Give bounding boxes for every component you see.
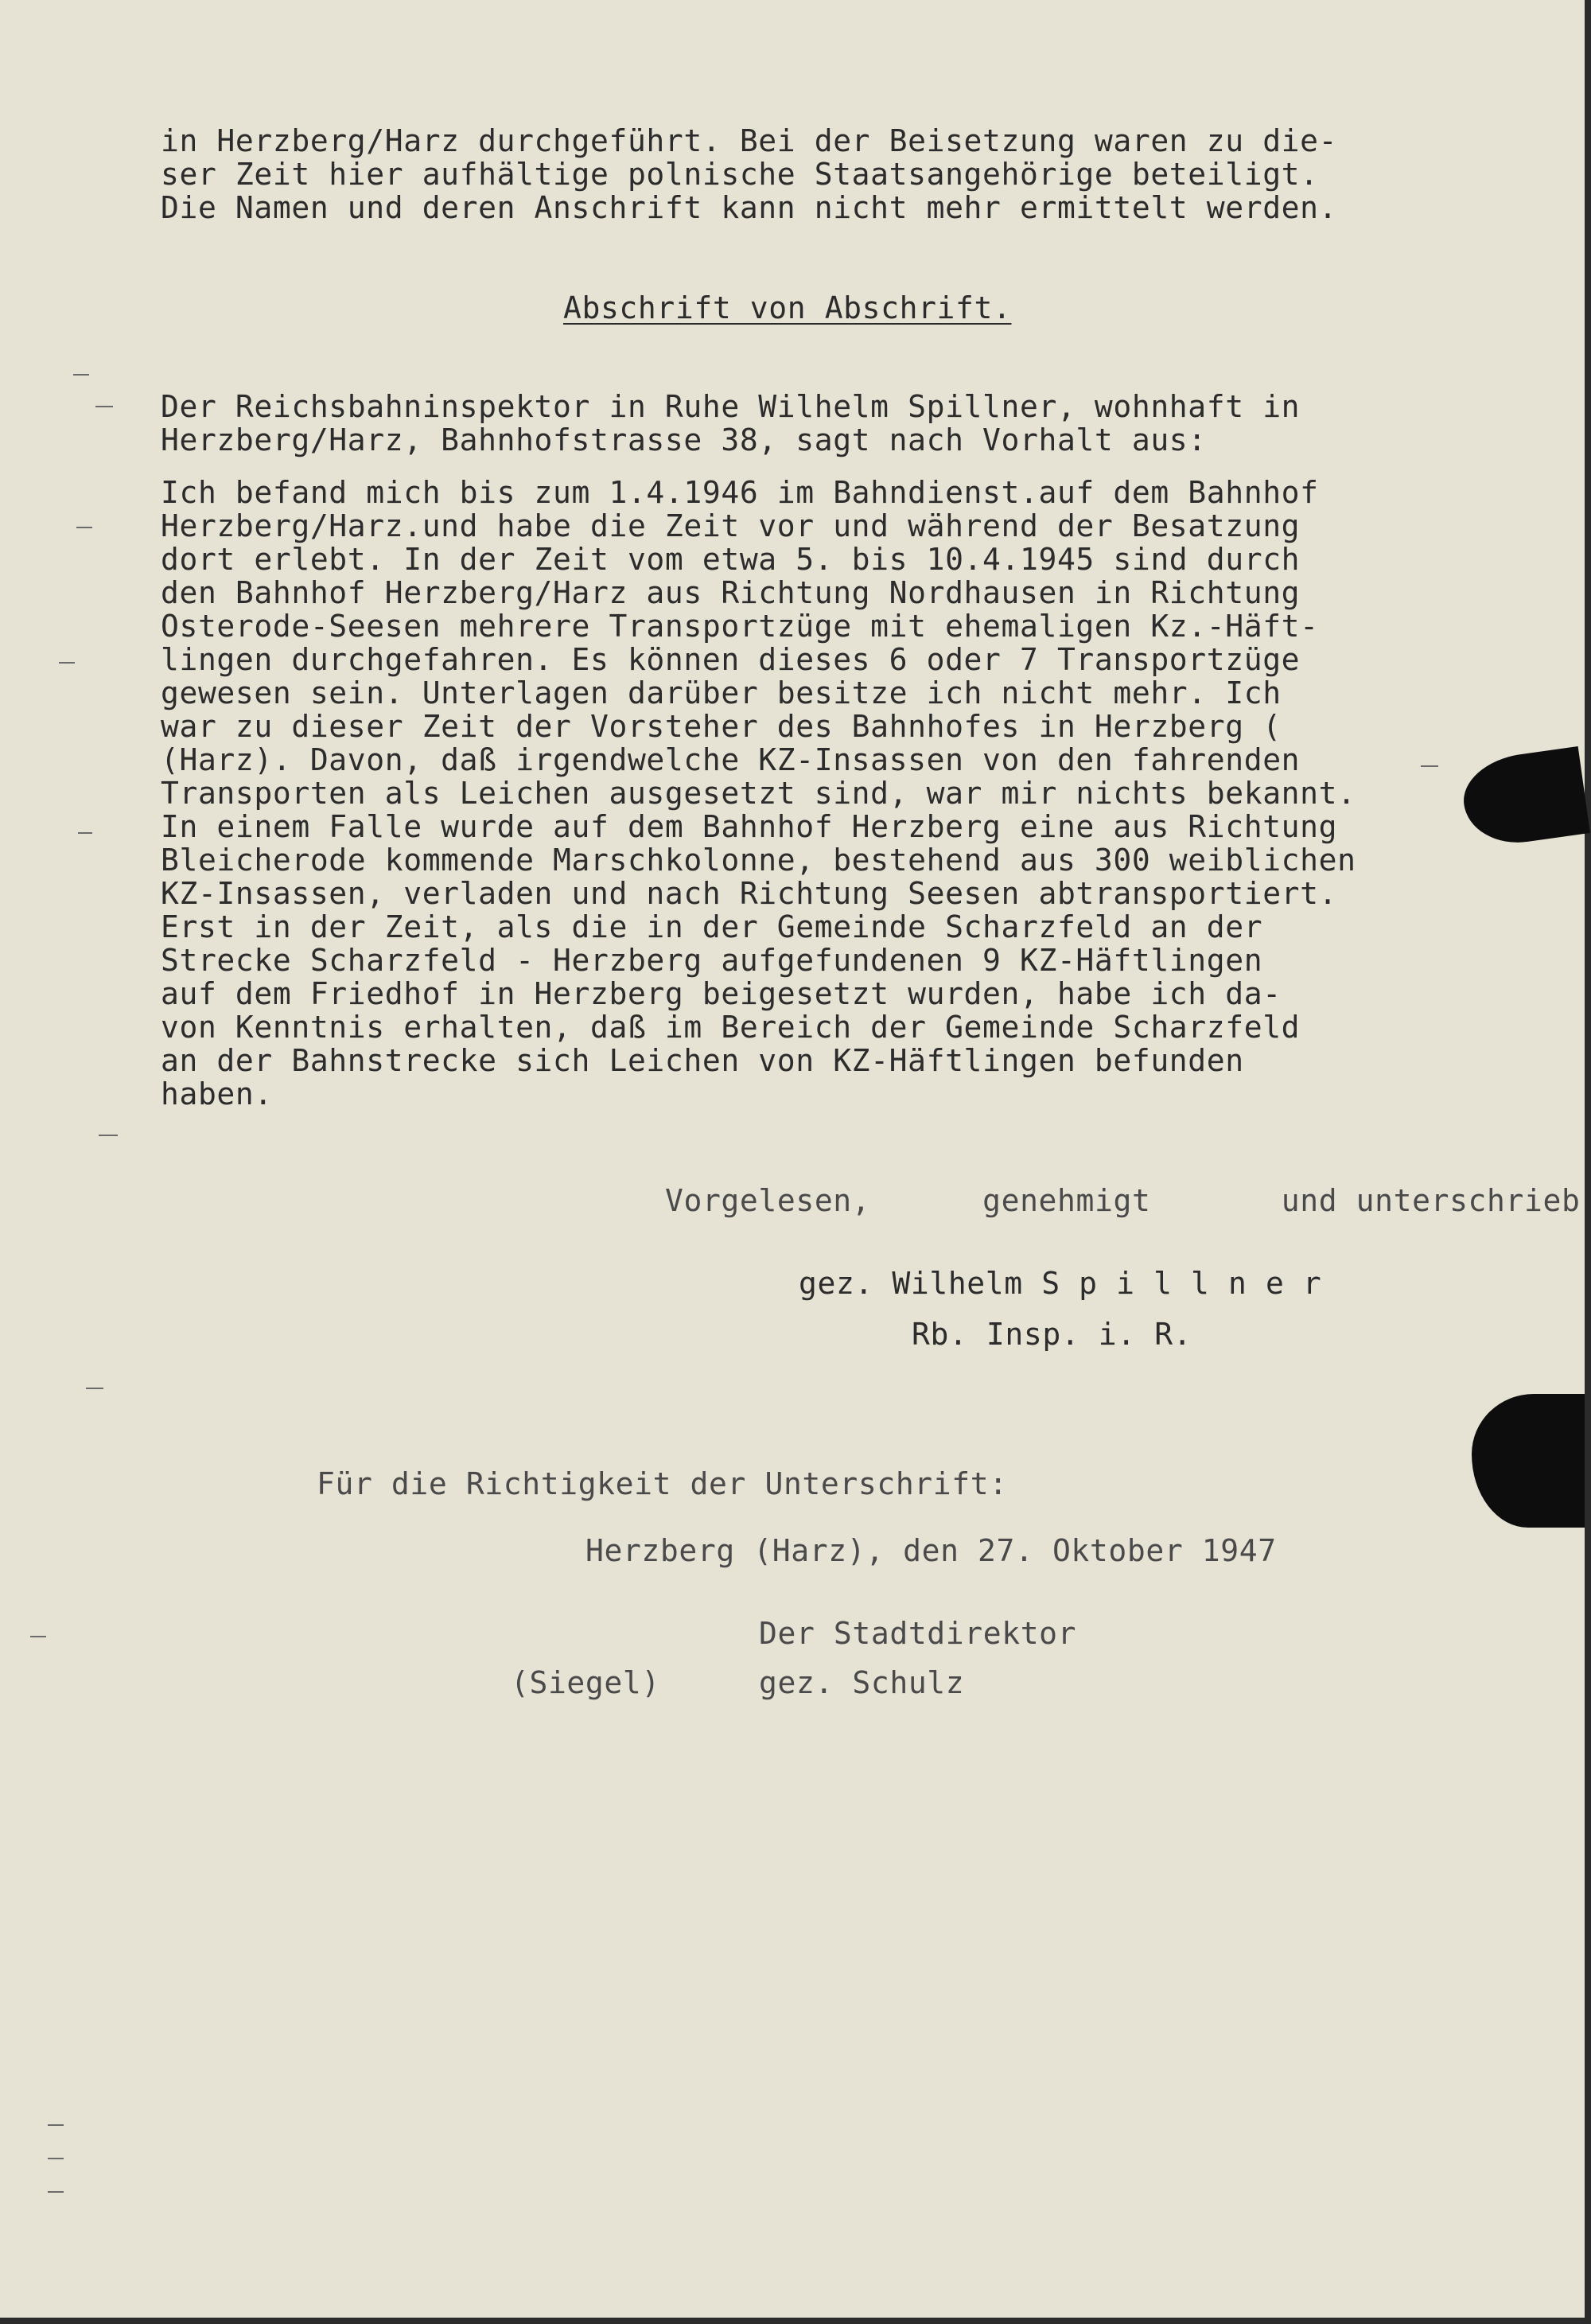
statement-line: Transporten als Leichen ausgesetzt sind, war mir nichts bekannt. — [161, 776, 1356, 811]
margin-mark — [48, 2158, 64, 2159]
margin-mark — [1421, 765, 1438, 767]
statement-line: gewesen sein. Unterlagen darüber besitze ich nicht mehr. Ich — [161, 675, 1282, 710]
punch-hole — [1458, 746, 1590, 850]
statement-line: auf dem Friedhof in Herzberg beigesetzt wurden, habe ich da- — [161, 976, 1282, 1011]
certification-line: Für die Richtigkeit der Unterschrift: — [317, 1466, 1008, 1501]
statement-line: Bleicherode kommende Marschkolonne, bestehend aus 300 weiblichen — [161, 843, 1356, 878]
punch-hole — [1472, 1394, 1585, 1528]
margin-mark — [48, 2124, 64, 2126]
margin-mark — [86, 1388, 103, 1389]
statement-line: Osterode-Seesen mehrere Transportzüge mit ehemaligen Kz.-Häft- — [161, 609, 1319, 644]
signature-line: gez. Wilhelm S p i l l n e r — [799, 1266, 1322, 1301]
statement-line: an der Bahnstrecke sich Leichen von KZ-Häftlingen befunden — [161, 1043, 1244, 1078]
document-heading: Abschrift von Abschrift. — [563, 290, 1012, 325]
top-paragraph-line-2: ser Zeit hier aufhältige polnische Staatsangehörige beteiligt. — [161, 157, 1319, 192]
statement-line: dort erlebt. In der Zeit vom etwa 5. bis 10.4.1945 sind durch — [161, 542, 1301, 577]
office-title: Der Stadtdirektor — [759, 1616, 1077, 1651]
statement-line: In einem Falle wurde auf dem Bahnhof Herzberg eine aus Richtung — [161, 809, 1338, 844]
margin-mark — [48, 2191, 64, 2193]
statement-line: (Harz). Davon, daß irgendwelche KZ-Insassen von den fahrenden — [161, 742, 1301, 777]
margin-mark — [76, 527, 92, 528]
statement-line: war zu dieser Zeit der Vorsteher des Bahnhofes in Herzberg ( — [161, 709, 1282, 744]
statement-line: den Bahnhof Herzberg/Harz aus Richtung Nordhausen in Richtung — [161, 575, 1301, 610]
read-approved-signed: Vorgelesen, genehmigt und unterschrieb — [665, 1183, 1581, 1218]
margin-mark — [73, 374, 89, 376]
margin-mark — [30, 1636, 46, 1637]
intro-line-1: Der Reichsbahninspektor in Ruhe Wilhelm Spillner, wohnhaft in — [161, 389, 1301, 424]
statement-line: haben. — [161, 1076, 273, 1111]
statement-line: von Kenntnis erhalten, daß im Bereich der Gemeinde Scharzfeld — [161, 1010, 1301, 1045]
mayor-signature: gez. Schulz — [759, 1665, 965, 1700]
statement-line: Ich befand mich bis zum 1.4.1946 im Bahndienst.auf dem Bahnhof — [161, 475, 1319, 510]
margin-mark — [95, 406, 113, 407]
signatory-title: Rb. Insp. i. R. — [912, 1317, 1192, 1352]
top-paragraph-line-3: Die Namen und deren Anschrift kann nicht mehr ermittelt werden. — [161, 190, 1338, 225]
statement-line: lingen durchgefahren. Es können dieses 6 oder 7 Transportzüge — [161, 642, 1301, 677]
statement-line: Herzberg/Harz.und habe die Zeit vor und während der Besatzung — [161, 508, 1301, 543]
margin-mark — [78, 832, 92, 834]
statement-line: Strecke Scharzfeld - Herzberg aufgefundenen 9 KZ-Häftlingen — [161, 943, 1263, 978]
statement-line: KZ-Insassen, verladen und nach Richtung Seesen abtransportiert. — [161, 876, 1338, 911]
statement-line: Erst in der Zeit, als die in der Gemeinde Scharzfeld an der — [161, 909, 1263, 944]
seal-placeholder: (Siegel) — [511, 1665, 660, 1700]
margin-mark — [99, 1135, 118, 1136]
place-and-date: Herzberg (Harz), den 27. Oktober 1947 — [585, 1533, 1277, 1568]
top-paragraph-line-1: in Herzberg/Harz durchgeführt. Bei der Beisetzung waren zu die- — [161, 123, 1338, 158]
intro-line-2: Herzberg/Harz, Bahnhofstrasse 38, sagt nach Vorhalt aus: — [161, 422, 1207, 457]
margin-mark — [59, 662, 75, 664]
